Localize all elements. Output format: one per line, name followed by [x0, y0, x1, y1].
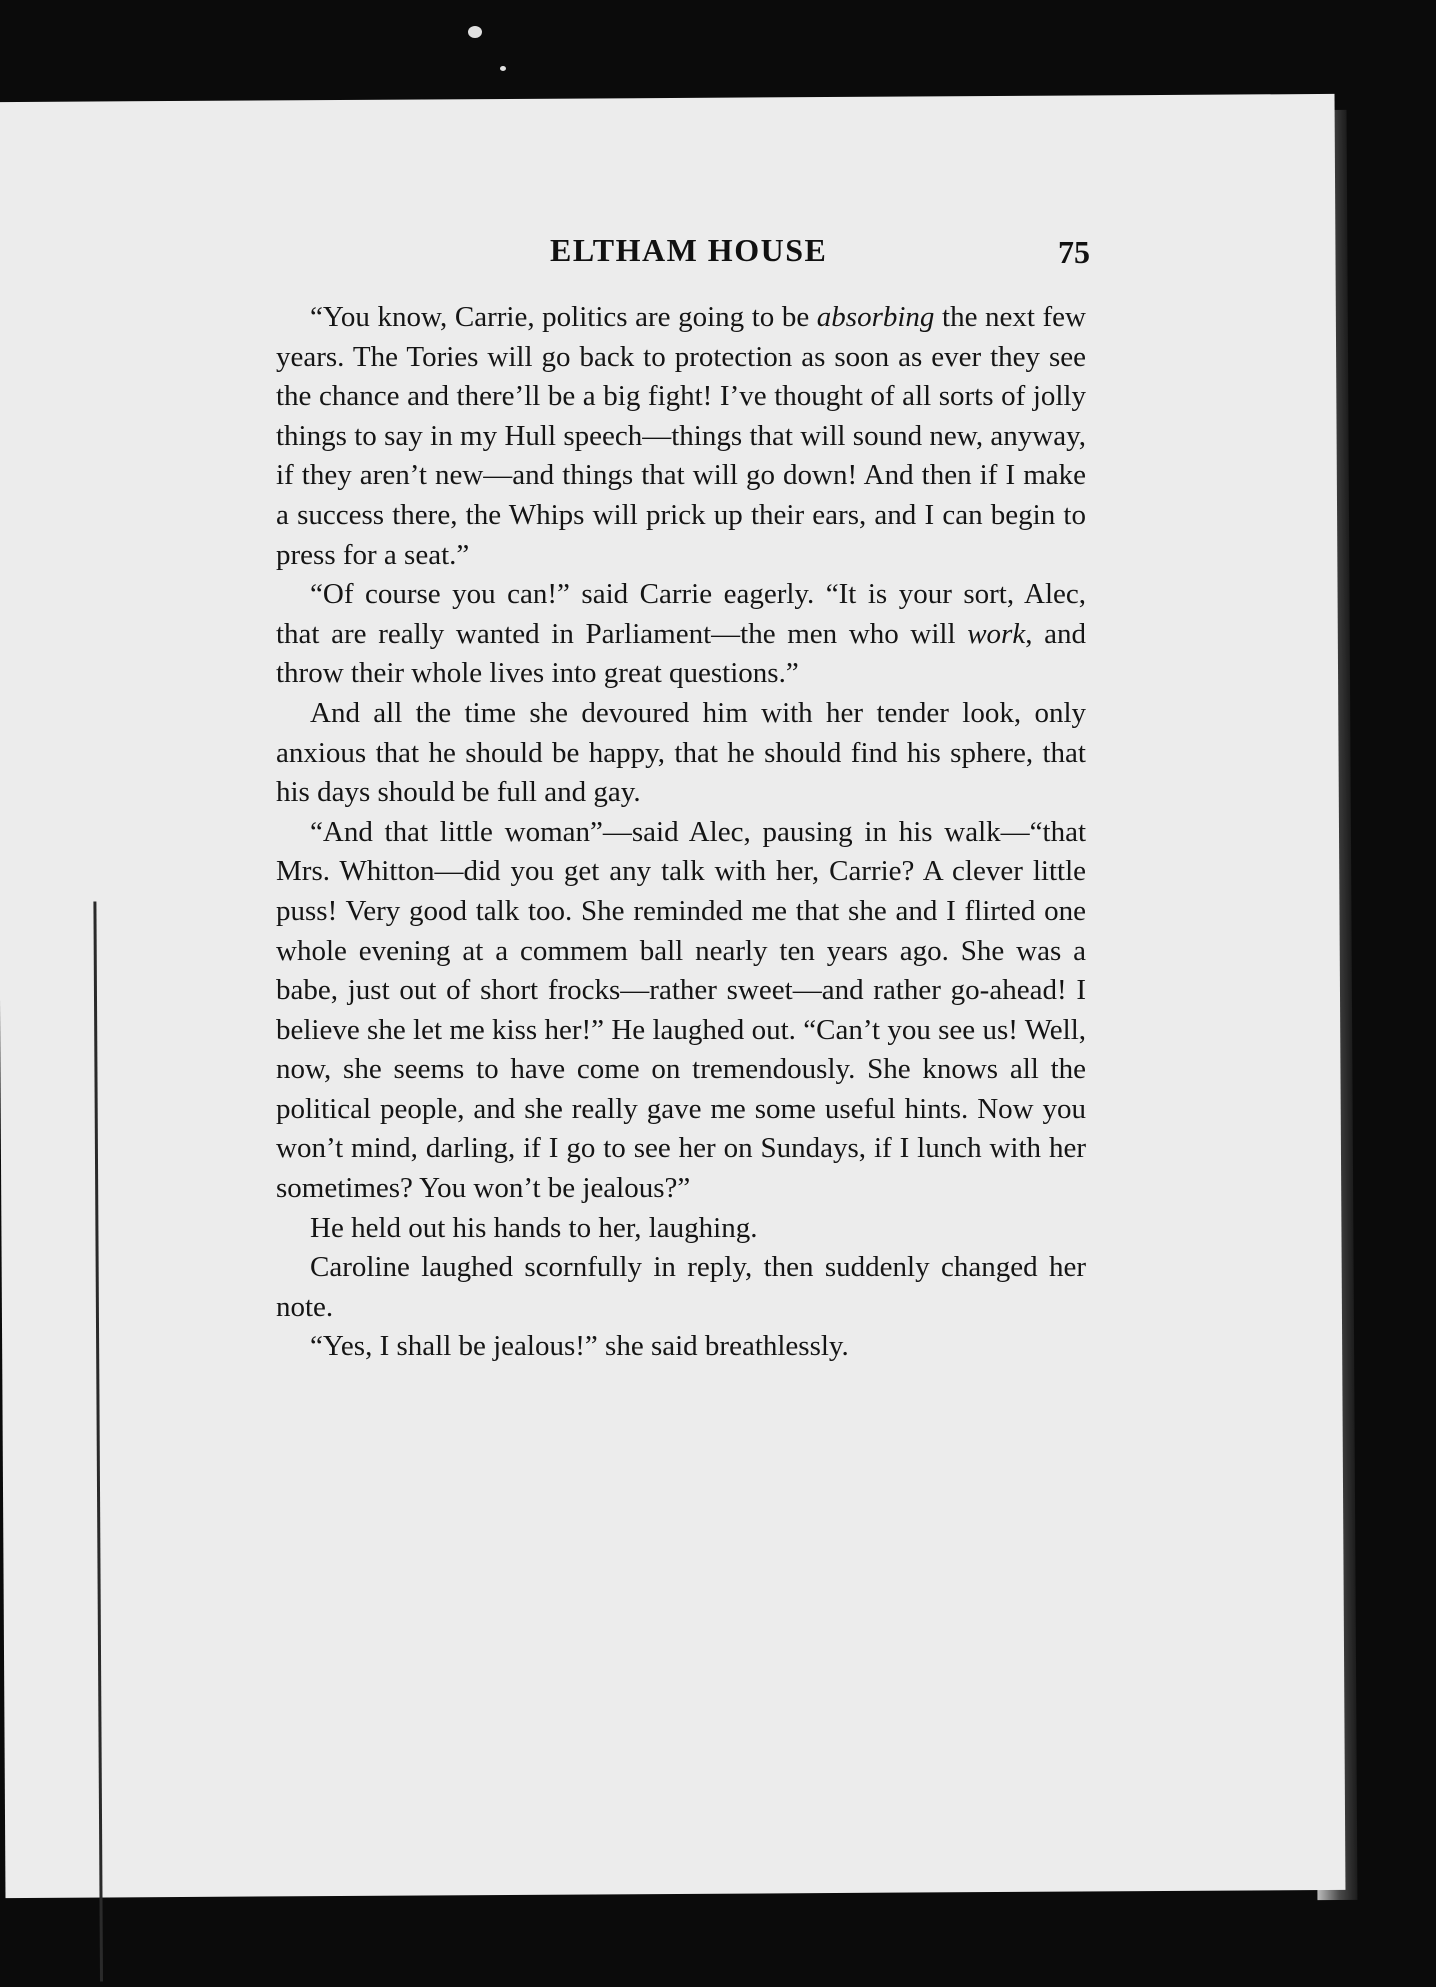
paragraph	[276, 298, 1086, 575]
paragraph	[276, 1327, 1086, 1367]
text-run: the next few years. The Tories will go back to protection as soon as ever they see the chance and there’ll be a big fight! I’ve thought of all sorts of jolly things to say in my Hull speech—things that will sound new, anyway, if they aren’t new—and things that will go down! And then if I make a success there, the Whips will prick up their ears, and I can begin to press for a seat.”	[276, 301, 1086, 571]
paragraph	[276, 813, 1086, 1209]
text-run: He held out his hands to her, laughing.	[310, 1211, 758, 1244]
text-run: “Yes, I shall be jealous!” she said breathlessly.	[310, 1330, 849, 1363]
dust-speck	[468, 26, 482, 38]
text-run: “Of course you can!” said Carrie eagerly. “It is your sort, Alec, that are really wanted in Parliament—the men who will	[276, 578, 1086, 650]
text-run: “You know, Carrie, politics are going to be	[310, 301, 817, 333]
text-run: Caroline laughed scornfully in reply, then suddenly changed her note.	[276, 1251, 1086, 1323]
running-title: ELTHAM HOUSE	[550, 232, 828, 268]
italic-text: work	[967, 617, 1026, 650]
paragraph	[276, 694, 1086, 813]
body-text	[276, 298, 1086, 1367]
paragraph	[276, 575, 1086, 694]
italic-text: absorbing	[816, 301, 935, 333]
dust-speck	[500, 66, 506, 71]
text-run: , and throw their whole lives into great questions.”	[276, 617, 1087, 690]
page-header	[280, 232, 1090, 284]
paragraph	[276, 1209, 1086, 1249]
paragraph	[276, 1248, 1086, 1327]
page-number: 75	[1058, 234, 1090, 270]
gutter-shadow-line	[93, 902, 103, 1982]
text-run: “And that little woman”—said Alec, pausing in his walk—“that Mrs. Whitton—did you get any talk with her, Carrie? A clever little puss! Very good talk too. She reminded me that she and I flirted one whole evening at a commem ball nearly ten years ago. She was a babe, just out of short frocks—rather sweet—and rather go-ahead! I believe she let me kiss her!” He laughed out. “Can’t you see us! Well, now, she seems to have come on tremendously. She knows all the political people, and she really gave me some useful hints. Now you won’t mind, darling, if I go to see her on Sundays, if I lunch with her sometimes? You won’t be jealous?”	[276, 815, 1086, 1205]
text-run: And all the time she devoured him with her tender look, only anxious that he should be happy, that he should find his sphere, that his days should be full and gay.	[276, 696, 1086, 809]
